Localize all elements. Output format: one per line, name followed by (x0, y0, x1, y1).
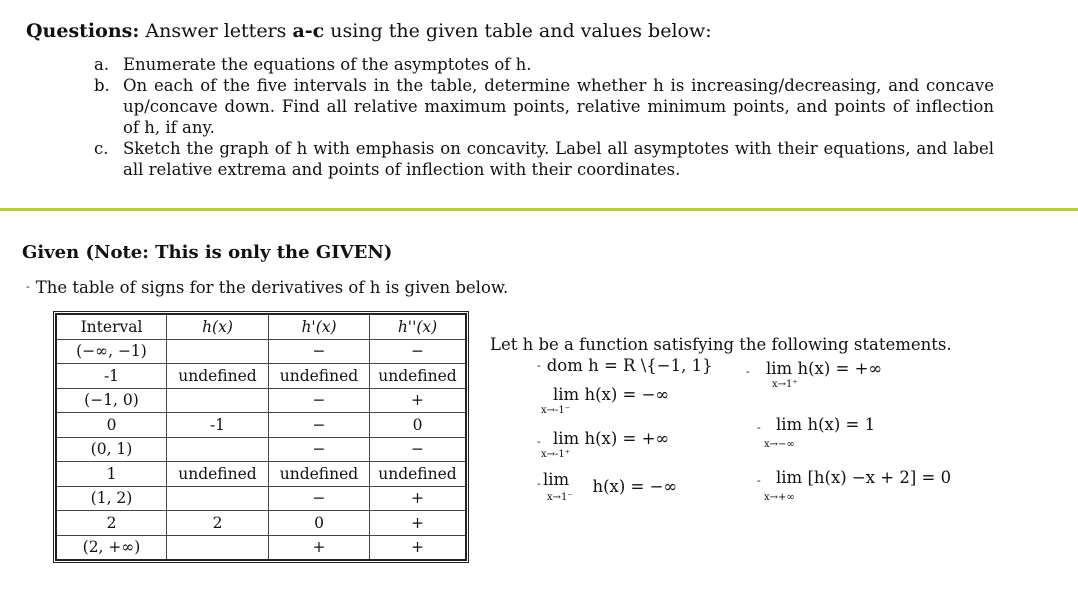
domain-text: dom h = R \{−1, 1} (546, 356, 713, 375)
limit-left-minus1 (541, 385, 670, 416)
table-cell: − (370, 339, 467, 364)
bullet-icon: - (537, 359, 541, 372)
limit-right-minus1 (541, 429, 670, 460)
given-heading: Given (Note: This is only the GIVEN) (22, 242, 393, 263)
questions-label: Questions: (26, 20, 140, 42)
limit-subscript: x→−∞ (764, 439, 795, 450)
table-header: h(x) (167, 314, 269, 339)
table-cell: (1, 2) (56, 486, 167, 511)
table-header-row (56, 314, 466, 339)
table-cell: 2 (167, 511, 269, 536)
limit-expression: lim h(x) = −∞ (553, 385, 670, 404)
table-cell: − (269, 413, 370, 438)
table-cell: (−1, 0) (56, 388, 167, 413)
limit-expression: lim h(x) = 1 (776, 415, 876, 434)
question-text: Enumerate the equations of the asymptotes of h. (123, 55, 532, 74)
table-cell: − (269, 437, 370, 462)
question-item-c (94, 138, 994, 180)
table-header: h'(x) (269, 314, 370, 339)
table-row (56, 388, 466, 413)
table-cell: − (269, 388, 370, 413)
bullet-icon: - (537, 477, 541, 490)
table-row (56, 339, 466, 364)
question-letter: a. (94, 55, 110, 74)
question-letter: c. (94, 139, 109, 158)
table-cell (167, 535, 269, 560)
limit-subscript: x→1⁻ (547, 492, 573, 503)
questions-heading (26, 20, 712, 42)
bullet-icon: - (757, 474, 761, 487)
table-cell: + (370, 486, 467, 511)
bullet-icon: - (757, 421, 761, 434)
table-cell (167, 486, 269, 511)
table-header: h''(x) (370, 314, 467, 339)
limit-expression: lim h(x) = +∞ (553, 429, 670, 448)
table-cell: + (370, 511, 467, 536)
question-item-b (94, 75, 994, 138)
table-cell: undefined (370, 364, 467, 389)
limit-left-1 (543, 470, 678, 503)
table-cell (167, 437, 269, 462)
questions-intro-rest: using the given table and values below: (324, 20, 712, 42)
statements-heading: Let h be a function satisfying the following statements. (490, 335, 952, 354)
questions-intro-bold: a-c (292, 20, 325, 42)
table-cell: 0 (269, 511, 370, 536)
bullet-icon: - (537, 435, 541, 448)
table-cell: − (269, 339, 370, 364)
table-cell: (2, +∞) (56, 535, 167, 560)
limit-expression: h(x) = −∞ (592, 477, 678, 496)
table-cell: − (269, 486, 370, 511)
table-cell: undefined (269, 462, 370, 487)
table-cell: -1 (56, 364, 167, 389)
table-row (56, 413, 466, 438)
limit-right-1 (766, 359, 883, 390)
limit-expression: lim [h(x) −x + 2] = 0 (776, 468, 952, 487)
table-cell: + (370, 535, 467, 560)
question-item-a (94, 54, 994, 75)
table-cell: (0, 1) (56, 437, 167, 462)
limit-neg-infinity (764, 415, 876, 450)
table-row (56, 364, 466, 389)
questions-intro: Answer letters (139, 20, 293, 42)
bullet-icon: - (746, 365, 750, 378)
table-cell: undefined (370, 462, 467, 487)
table-cell: + (370, 388, 467, 413)
table-cell: 2 (56, 511, 167, 536)
question-letter: b. (94, 76, 110, 95)
table-row (56, 462, 466, 487)
table-cell: − (370, 437, 467, 462)
section-divider (0, 208, 1078, 211)
table-cell: undefined (167, 364, 269, 389)
question-text: Sketch the graph of h with emphasis on concavity. Label all asymptotes with their equations, and label all relative extrema and points of inflection with their coordinates. (123, 139, 994, 179)
limit-pos-infinity (764, 468, 952, 503)
table-row (56, 511, 466, 536)
table-cell: 0 (56, 413, 167, 438)
limit-subscript: x→+∞ (764, 492, 795, 503)
table-cell: undefined (269, 364, 370, 389)
table-cell: + (269, 535, 370, 560)
question-text: On each of the five intervals in the table, determine whether h is increasing/decreasing, and concave up/concave down. Find all relative maximum points, relative minimum points, and points of inflection of h, if any. (123, 76, 994, 137)
domain-statement (537, 356, 713, 375)
table-row (56, 437, 466, 462)
table-cell: (−∞, −1) (56, 339, 167, 364)
table-row (56, 486, 466, 511)
table-cell (167, 388, 269, 413)
given-intro (26, 278, 508, 297)
question-list (94, 54, 994, 180)
table-row (56, 535, 466, 560)
limit-lim: lim (543, 470, 570, 489)
limit-expression: lim h(x) = +∞ (766, 359, 883, 378)
limit-subscript: x→-1⁺ (541, 449, 571, 460)
table-cell: 0 (370, 413, 467, 438)
limit-subscript: x→-1⁻ (541, 405, 571, 416)
table-cell (167, 339, 269, 364)
table-cell: -1 (167, 413, 269, 438)
sign-table (55, 313, 467, 561)
table-header: Interval (56, 314, 167, 339)
given-intro-text: The table of signs for the derivatives of h is given below. (35, 278, 509, 297)
bullet-icon: - (26, 280, 30, 293)
table-cell: 1 (56, 462, 167, 487)
limit-subscript: x→1⁺ (772, 379, 798, 390)
table-cell: undefined (167, 462, 269, 487)
